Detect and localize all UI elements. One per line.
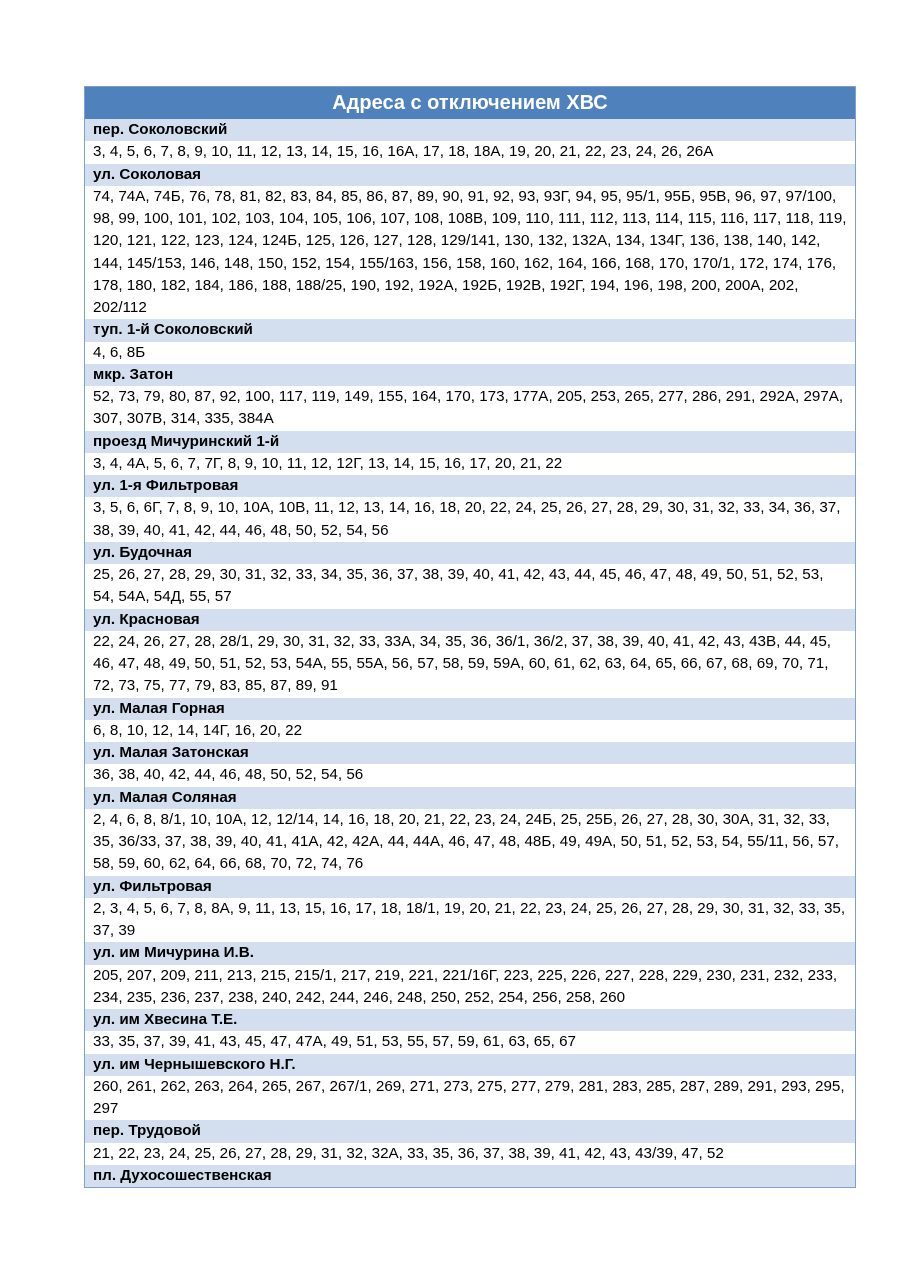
house-numbers: 6, 8, 10, 12, 14, 14Г, 16, 20, 22 (85, 720, 855, 742)
street-name: пер. Соколовский (85, 119, 855, 141)
house-numbers: 2, 4, 6, 8, 8/1, 10, 10А, 12, 12/14, 14, 16, 18, 20, 21, 22, 23, 24, 24Б, 25, 25Б, 26, 27, 28, 30, 30А, 31, 32, 33, 35, 36/33, 37, 38, 39, 40, 41, 41А, 42, 42А, 44, 44А, 46, 47, 48, 48Б, 49, 49А, 50, 51, 52, 53, 54, 55/11, 56, 57, 58, 59, 60, 62, 64, 66, 68, 70, 72, 74, 76 (85, 809, 855, 876)
street-name: проезд Мичуринский 1-й (85, 431, 855, 453)
street-name: ул. им Чернышевского Н.Г. (85, 1054, 855, 1076)
street-name: ул. Фильтровая (85, 876, 855, 898)
house-numbers: 3, 5, 6, 6Г, 7, 8, 9, 10, 10А, 10В, 11, 12, 13, 14, 16, 18, 20, 22, 24, 25, 26, 27, 28, 29, 30, 31, 32, 33, 34, 36, 37, 38, 39, 40, 41, 42, 44, 46, 48, 50, 52, 54, 56 (85, 497, 855, 542)
table-title: Адреса с отключением ХВС (85, 87, 855, 119)
house-numbers: 25, 26, 27, 28, 29, 30, 31, 32, 33, 34, 35, 36, 37, 38, 39, 40, 41, 42, 43, 44, 45, 46, 47, 48, 49, 50, 51, 52, 53, 54, 54А, 54Д, 55, 57 (85, 564, 855, 609)
house-numbers: 52, 73, 79, 80, 87, 92, 100, 117, 119, 149, 155, 164, 170, 173, 177А, 205, 253, 265, 277, 286, 291, 292А, 297А, 307, 307В, 314, 335, 384А (85, 386, 855, 431)
street-name: ул. Соколовая (85, 164, 855, 186)
street-name: пер. Трудовой (85, 1120, 855, 1142)
house-numbers: 2, 3, 4, 5, 6, 7, 8, 8А, 9, 11, 13, 15, 16, 17, 18, 18/1, 19, 20, 21, 22, 23, 24, 25, 26, 27, 28, 29, 30, 31, 32, 33, 35, 37, 39 (85, 898, 855, 943)
street-name: ул. 1-я Фильтровая (85, 475, 855, 497)
house-numbers: 22, 24, 26, 27, 28, 28/1, 29, 30, 31, 32, 33, 33А, 34, 35, 36, 36/1, 36/2, 37, 38, 39, 40, 41, 42, 43, 43В, 44, 45, 46, 47, 48, 49, 50, 51, 52, 53, 54А, 55, 55А, 56, 57, 58, 59, 59А, 60, 61, 62, 63, 64, 65, 66, 67, 68, 69, 70, 71, 72, 73, 75, 77, 79, 83, 85, 87, 89, 91 (85, 631, 855, 698)
street-name: туп. 1-й Соколовский (85, 319, 855, 341)
address-table (84, 86, 856, 1188)
street-name: ул. им Мичурина И.В. (85, 942, 855, 964)
house-numbers: 205, 207, 209, 211, 213, 215, 215/1, 217, 219, 221, 221/16Г, 223, 225, 226, 227, 228, 229, 230, 231, 232, 233, 234, 235, 236, 237, 238, 240, 242, 244, 246, 248, 250, 252, 254, 256, 258, 260 (85, 965, 855, 1010)
street-name: ул. Малая Соляная (85, 787, 855, 809)
house-numbers: 3, 4, 5, 6, 7, 8, 9, 10, 11, 12, 13, 14, 15, 16, 16А, 17, 18, 18А, 19, 20, 21, 22, 23, 24, 26, 26А (85, 141, 855, 163)
street-name: ул. Малая Затонская (85, 742, 855, 764)
street-name: ул. Малая Горная (85, 698, 855, 720)
street-name: мкр. Затон (85, 364, 855, 386)
house-numbers: 74, 74А, 74Б, 76, 78, 81, 82, 83, 84, 85, 86, 87, 89, 90, 91, 92, 93, 93Г, 94, 95, 95/1, 95Б, 95В, 96, 97, 97/100, 98, 99, 100, 101, 102, 103, 104, 105, 106, 107, 108, 108В, 109, 110, 111, 112, 113, 114, 115, 116, 117, 118, 119, 120, 121, 122, 123, 124, 124Б, 125, 126, 127, 128, 129/141, 130, 132, 132А, 134, 134Г, 136, 138, 140, 142, 144, 145/153, 146, 148, 150, 152, 154, 155/163, 156, 158, 160, 162, 164, 166, 168, 170, 170/1, 172, 174, 176, 178, 180, 182, 184, 186, 188, 188/25, 190, 192, 192А, 192Б, 192В, 192Г, 194, 196, 198, 200, 200А, 202, 202/112 (85, 186, 855, 320)
street-name: пл. Духосошественская (85, 1165, 855, 1187)
house-numbers: 21, 22, 23, 24, 25, 26, 27, 28, 29, 31, 32, 32А, 33, 35, 36, 37, 38, 39, 41, 42, 43, 43/39, 47, 52 (85, 1143, 855, 1165)
table-body (85, 119, 855, 1187)
street-name: ул. Красновая (85, 609, 855, 631)
house-numbers: 260, 261, 262, 263, 264, 265, 267, 267/1, 269, 271, 273, 275, 277, 279, 281, 283, 285, 287, 289, 291, 293, 295, 297 (85, 1076, 855, 1121)
house-numbers: 36, 38, 40, 42, 44, 46, 48, 50, 52, 54, 56 (85, 764, 855, 786)
house-numbers: 4, 6, 8Б (85, 342, 855, 364)
house-numbers: 33, 35, 37, 39, 41, 43, 45, 47, 47А, 49, 51, 53, 55, 57, 59, 61, 63, 65, 67 (85, 1031, 855, 1053)
house-numbers: 3, 4, 4А, 5, 6, 7, 7Г, 8, 9, 10, 11, 12, 12Г, 13, 14, 15, 16, 17, 20, 21, 22 (85, 453, 855, 475)
street-name: ул. им Хвесина Т.Е. (85, 1009, 855, 1031)
street-name: ул. Будочная (85, 542, 855, 564)
